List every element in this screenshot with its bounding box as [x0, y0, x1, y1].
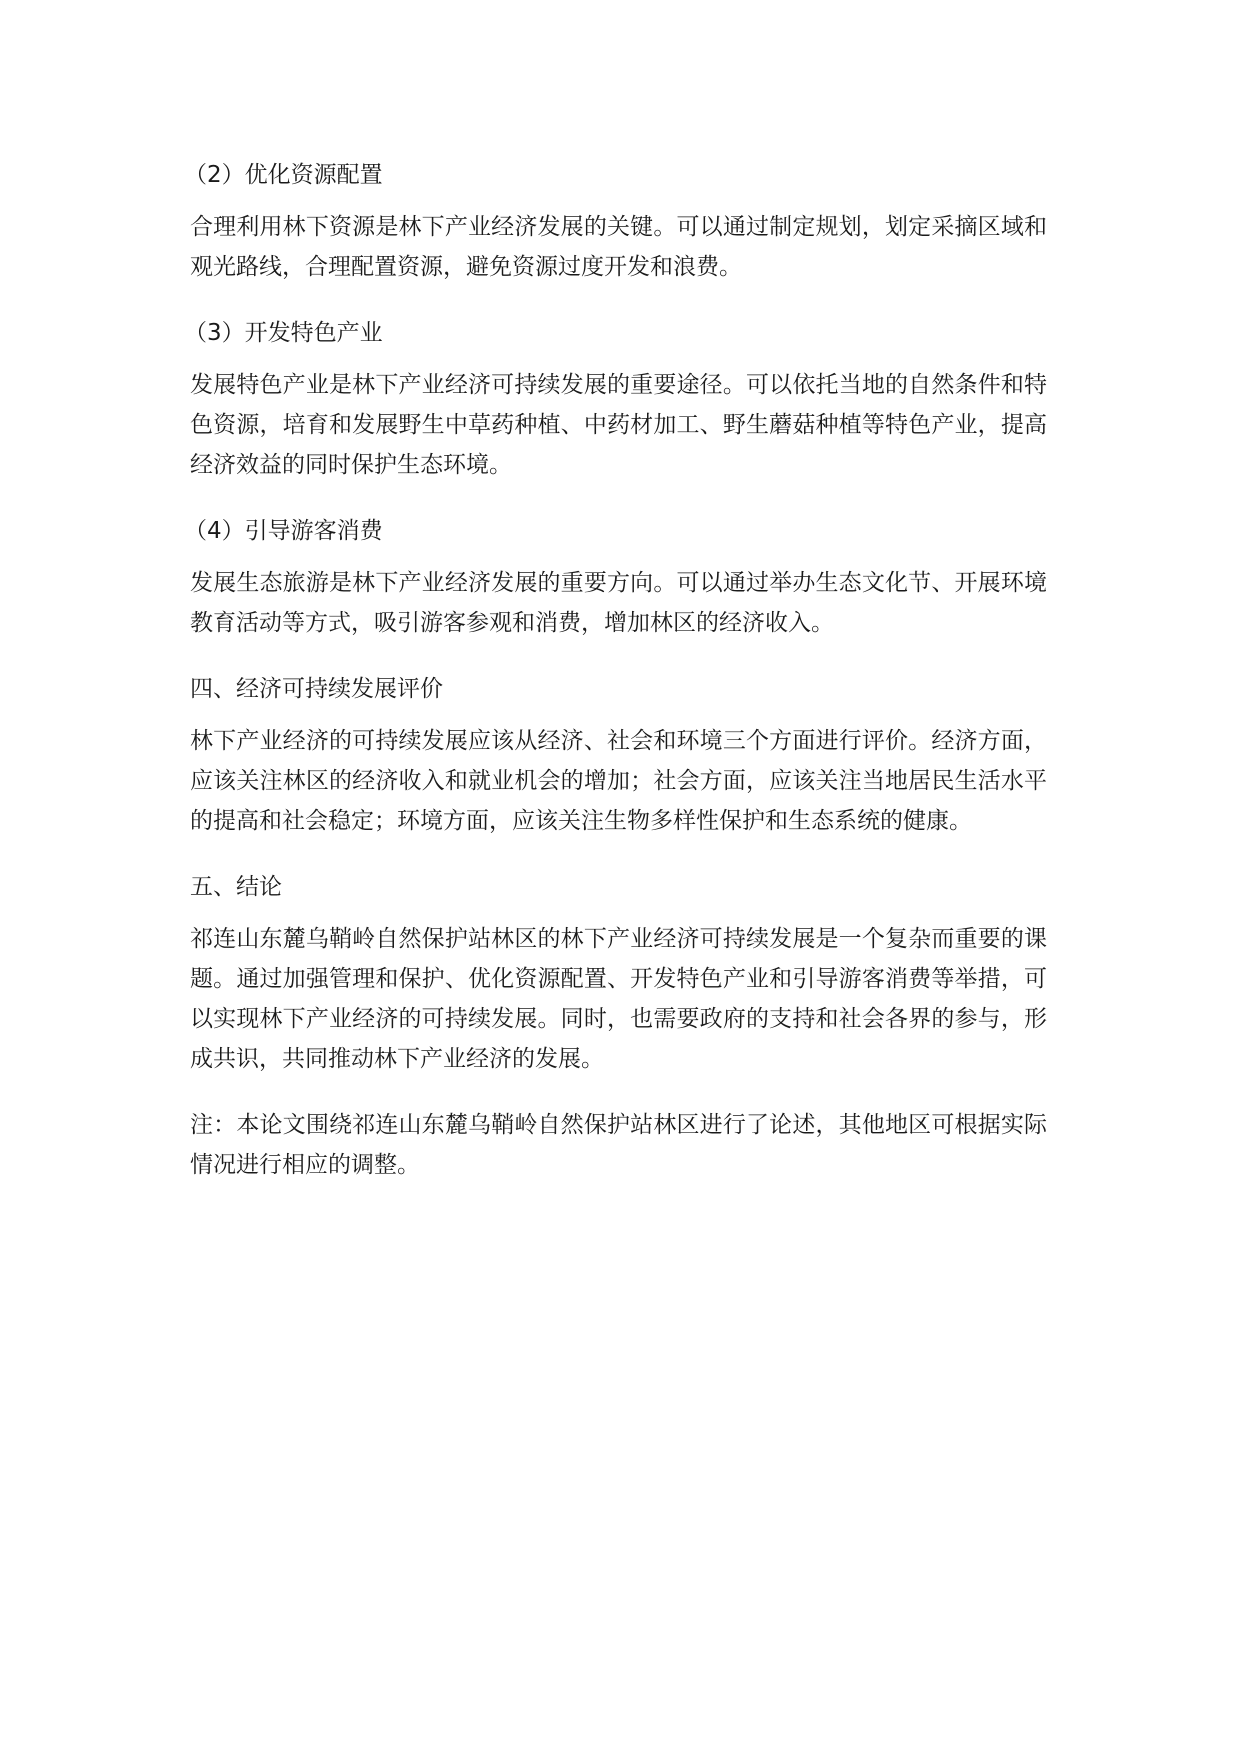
document-content	[184, 155, 1047, 1211]
section-body-evaluation: 林下产业经济的可持续发展应该从经济、社会和环境三个方面进行评价。经济方面，应该关注林区的经济收入和就业机会的增加；社会方面，应该关注当地居民生活水平的提高和社会稳定；环境方面，应该关注生物多样性保护和生态系统的健康。	[190, 728, 1047, 834]
section-heading-optimize-resources: （2）优化资源配置	[184, 162, 383, 188]
section-heading-develop-industry: （3）开发特色产业	[184, 320, 383, 346]
section-body-optimize-resources: 合理利用林下资源是林下产业经济发展的关键。可以通过制定规划，划定采摘区域和观光路线，合理配置资源，避免资源过度开发和浪费。	[190, 214, 1047, 280]
footnote: 注：本论文围绕祁连山东麓乌鞘岭自然保护站林区进行了论述，其他地区可根据实际情况进行相应的调整。	[190, 1112, 1047, 1178]
section-body-develop-industry: 发展特色产业是林下产业经济可持续发展的重要途径。可以依托当地的自然条件和特色资源，培育和发展野生中草药种植、中药材加工、野生蘑菇种植等特色产业，提高经济效益的同时保护生态环境。	[190, 372, 1047, 478]
section-heading-evaluation: 四、经济可持续发展评价	[190, 676, 443, 702]
section-heading-guide-tourists: （4）引导游客消费	[184, 518, 383, 544]
section-body-conclusion: 祁连山东麓乌鞘岭自然保护站林区的林下产业经济可持续发展是一个复杂而重要的课题。通过加强管理和保护、优化资源配置、开发特色产业和引导游客消费等举措，可以实现林下产业经济的可持续发展。同时，也需要政府的支持和社会各界的参与，形成共识，共同推动林下产业经济的发展。	[190, 926, 1047, 1072]
section-body-guide-tourists: 发展生态旅游是林下产业经济发展的重要方向。可以通过举办生态文化节、开展环境教育活动等方式，吸引游客参观和消费，增加林区的经济收入。	[190, 570, 1047, 636]
section-heading-conclusion: 五、结论	[190, 874, 282, 900]
